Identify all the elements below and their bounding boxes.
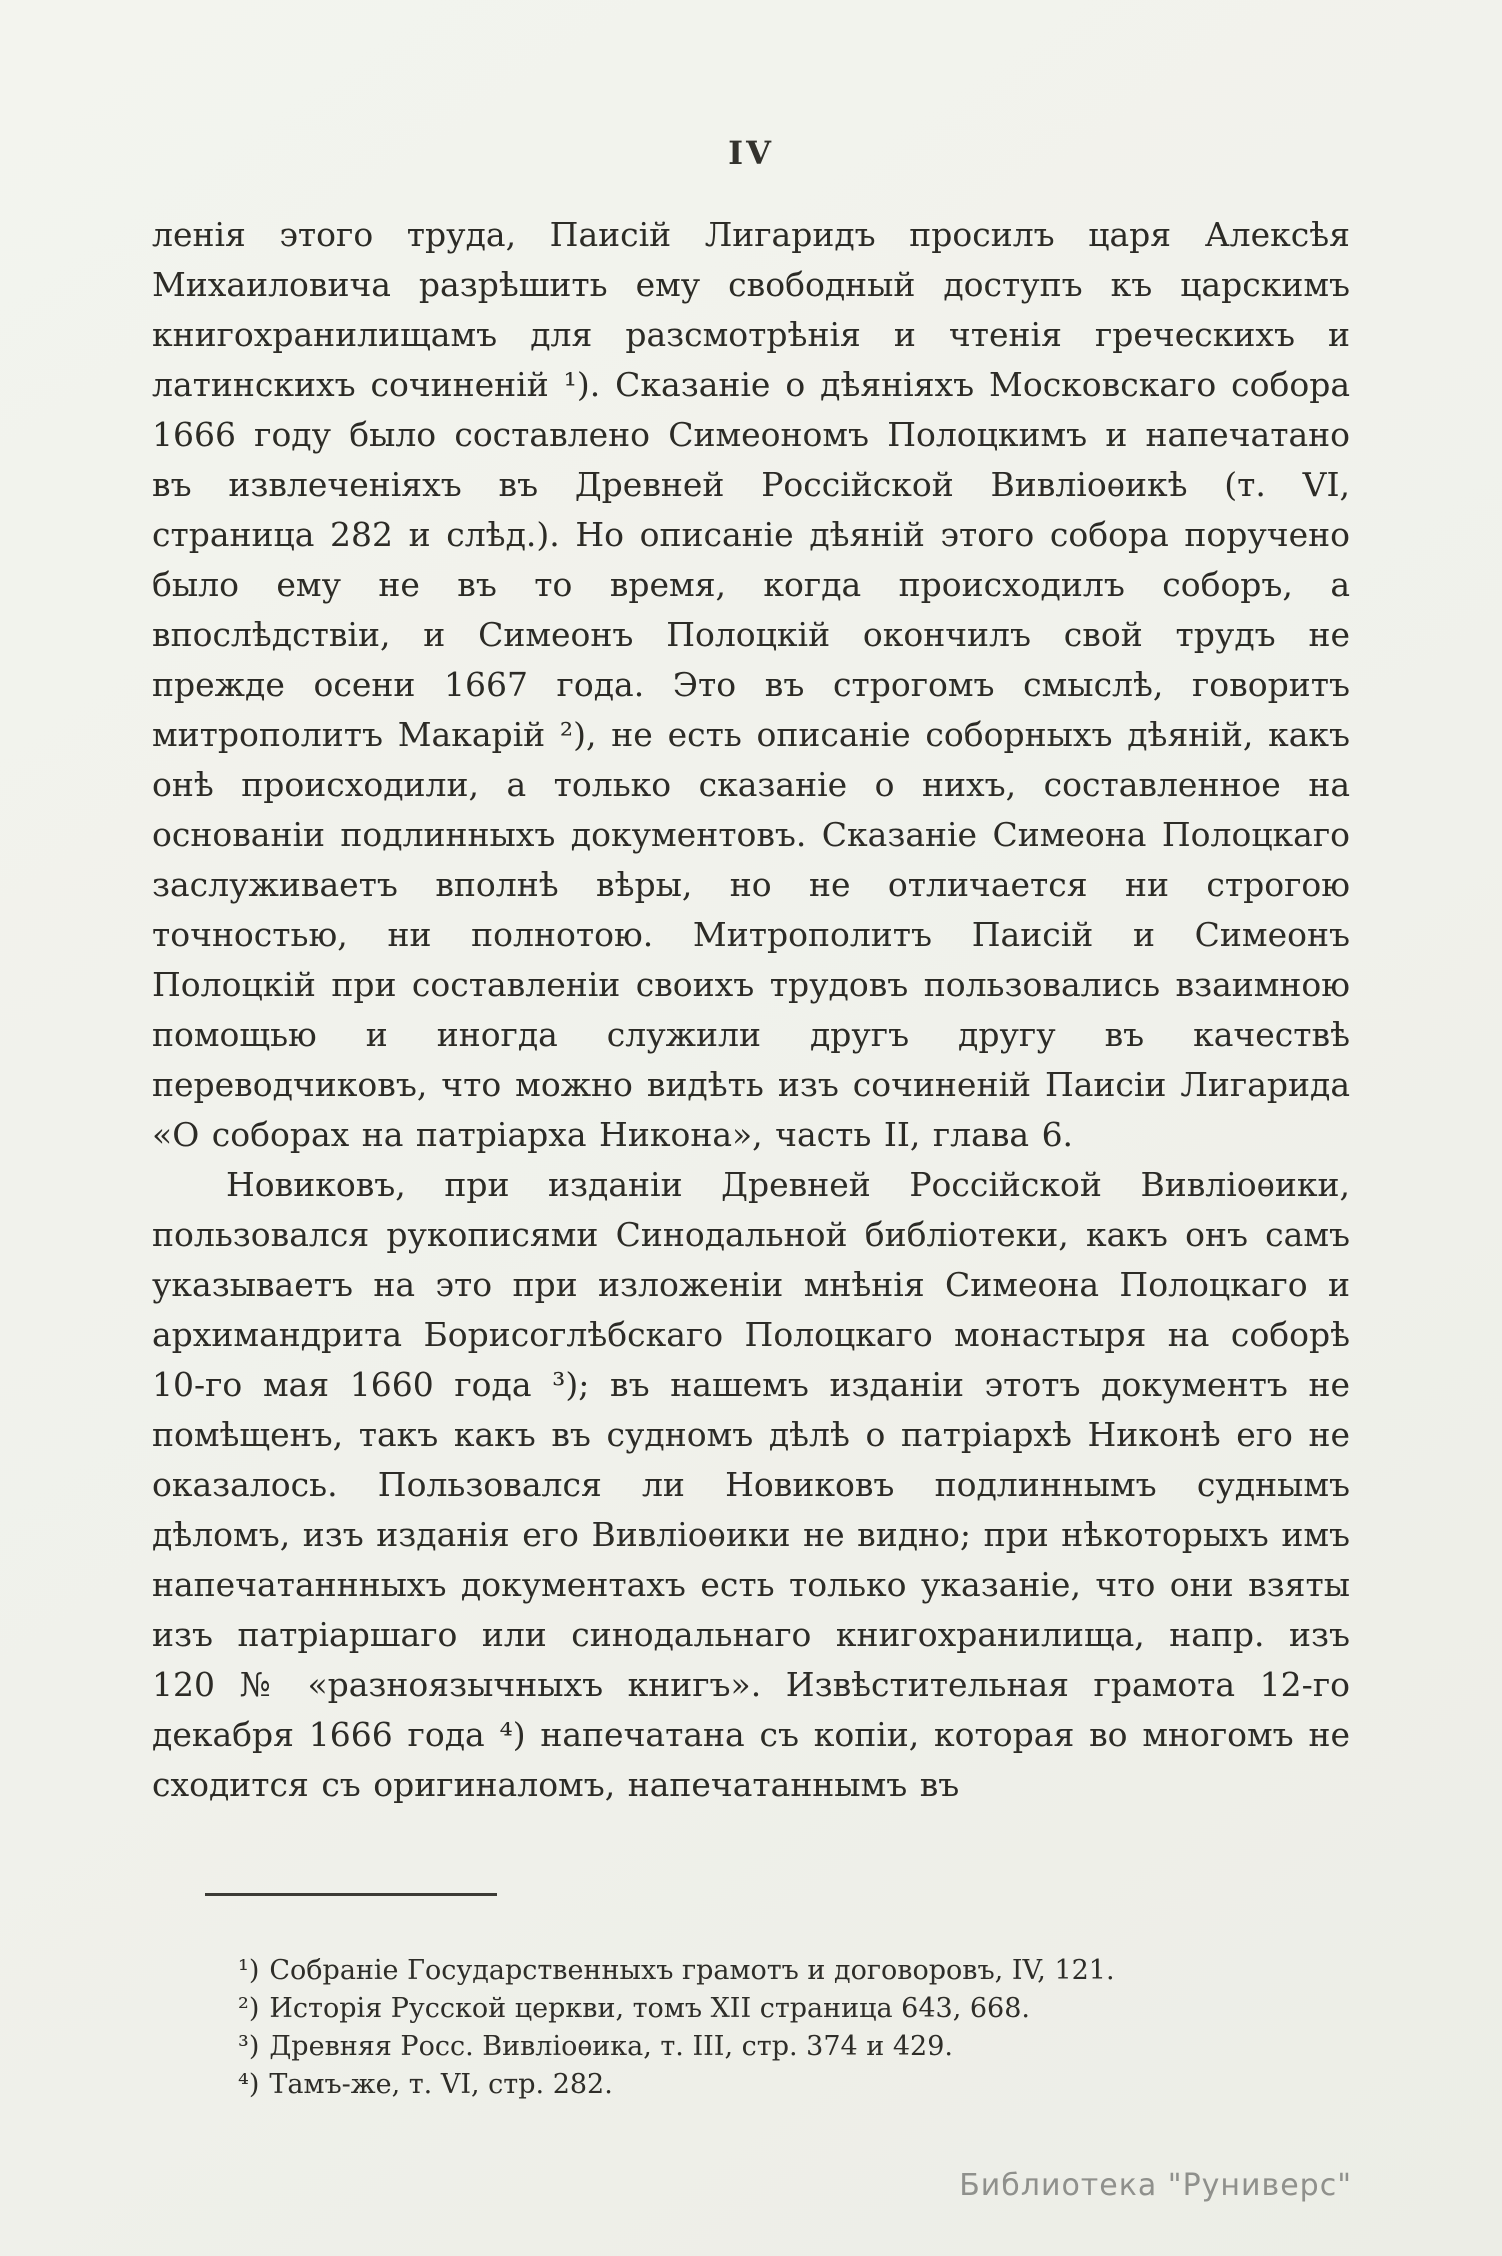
footnote-4-text: Тамъ-же, т. VI, стр. 282. [269, 2069, 613, 2100]
page-number: IV [728, 134, 774, 172]
footnote-separator-rule [205, 1893, 497, 1896]
footnote-4 [238, 2066, 1358, 2104]
footnote-4-marker: ⁴) [238, 2069, 260, 2100]
body-text [152, 210, 1350, 1810]
paragraph-novikov: Новиковъ, при изданіи Древней Россійской Вивліоѳики, пользовался рукописями Синодальной библіотеки, какъ онъ самъ указываетъ на это при изложеніи мнѣнія Симеона Полоцкаго и архимандрита Борисоглѣбскаго Полоцкаго монастыря на соборѣ 10-го мая 1660 года ³); въ нашемъ изданіи этотъ документъ не помѣщенъ, такъ какъ въ судномъ дѣлѣ о патріархѣ Никонѣ его не оказалось. Пользовался ли Новиковъ подлиннымъ суднымъ дѣломъ, изъ изданія его Вивліоѳики не видно; при нѣкоторыхъ имъ напечатаннныхъ документахъ есть только указаніе, что они взяты изъ патріаршаго или синодальнаго книгохранилища, напр. изъ 120 № «разноязычныхъ книгъ». Извѣстительная грамота 12-го декабря 1666 года ⁴) напечатана съ копіи, которая во многомъ не сходится съ оригиналомъ, напечатаннымъ въ [152, 1165, 1350, 1804]
paragraph-continuation: ленія этого труда, Паисій Лигаридъ просилъ царя Алексѣя Михаиловича разрѣшить ему свободный доступъ къ царскимъ книгохранилищамъ для разсмотрѣнія и чтенія греческихъ и латинскихъ сочиненій ¹). Сказаніе о дѣяніяхъ Московскаго собора 1666 году было составлено Симеономъ Полоцкимъ и напечатано въ извлеченіяхъ въ Древней Россійской Вивліоѳикѣ (т. VI, страница 282 и слѣд.). Но описаніе дѣяній этого собора поручено было ему не въ то время, когда происходилъ соборъ, а впослѣдствіи, и Симеонъ Полоцкій окончилъ свой трудъ не прежде осени 1667 года. Это въ строгомъ смыслѣ, говоритъ митрополитъ Макарій ²), не есть описаніе соборныхъ дѣяній, какъ онѣ происходили, а только сказаніе о нихъ, составленное на основаніи подлинныхъ документовъ. Сказаніе Симеона Полоцкаго заслуживаетъ вполнѣ вѣры, но не отличается ни строгою точностью, ни полнотою. Митрополитъ Паисій и Симеонъ Полоцкій при составленіи своихъ трудовъ пользовались взаимною помощью и иногда служили другъ другу въ качествѣ переводчиковъ, что можно видѣть изъ сочиненій Паисіи Лигарида «О соборах на патріарха Никона», часть II, глава 6. [152, 215, 1350, 1154]
footnote-3 [238, 2028, 1358, 2066]
footnote-1-text: Собраніе Государственныхъ грамотъ и договоровъ, IV, 121. [269, 1955, 1115, 1986]
footnote-2 [238, 1990, 1358, 2028]
footnote-3-marker: ³) [238, 2031, 260, 2062]
footnote-1 [238, 1952, 1358, 1990]
footnotes-block [238, 1952, 1358, 2104]
footnote-3-text: Древняя Росс. Вивліоѳика, т. III, стр. 374 и 429. [269, 2031, 953, 2062]
footnote-1-marker: ¹) [238, 1955, 260, 1986]
footnote-2-text: Исторія Русской церкви, томъ XII страница 643, 668. [269, 1993, 1030, 2024]
footnote-2-marker: ²) [238, 1993, 260, 2024]
library-watermark: Библиотека "Руниверс" [959, 2168, 1352, 2203]
